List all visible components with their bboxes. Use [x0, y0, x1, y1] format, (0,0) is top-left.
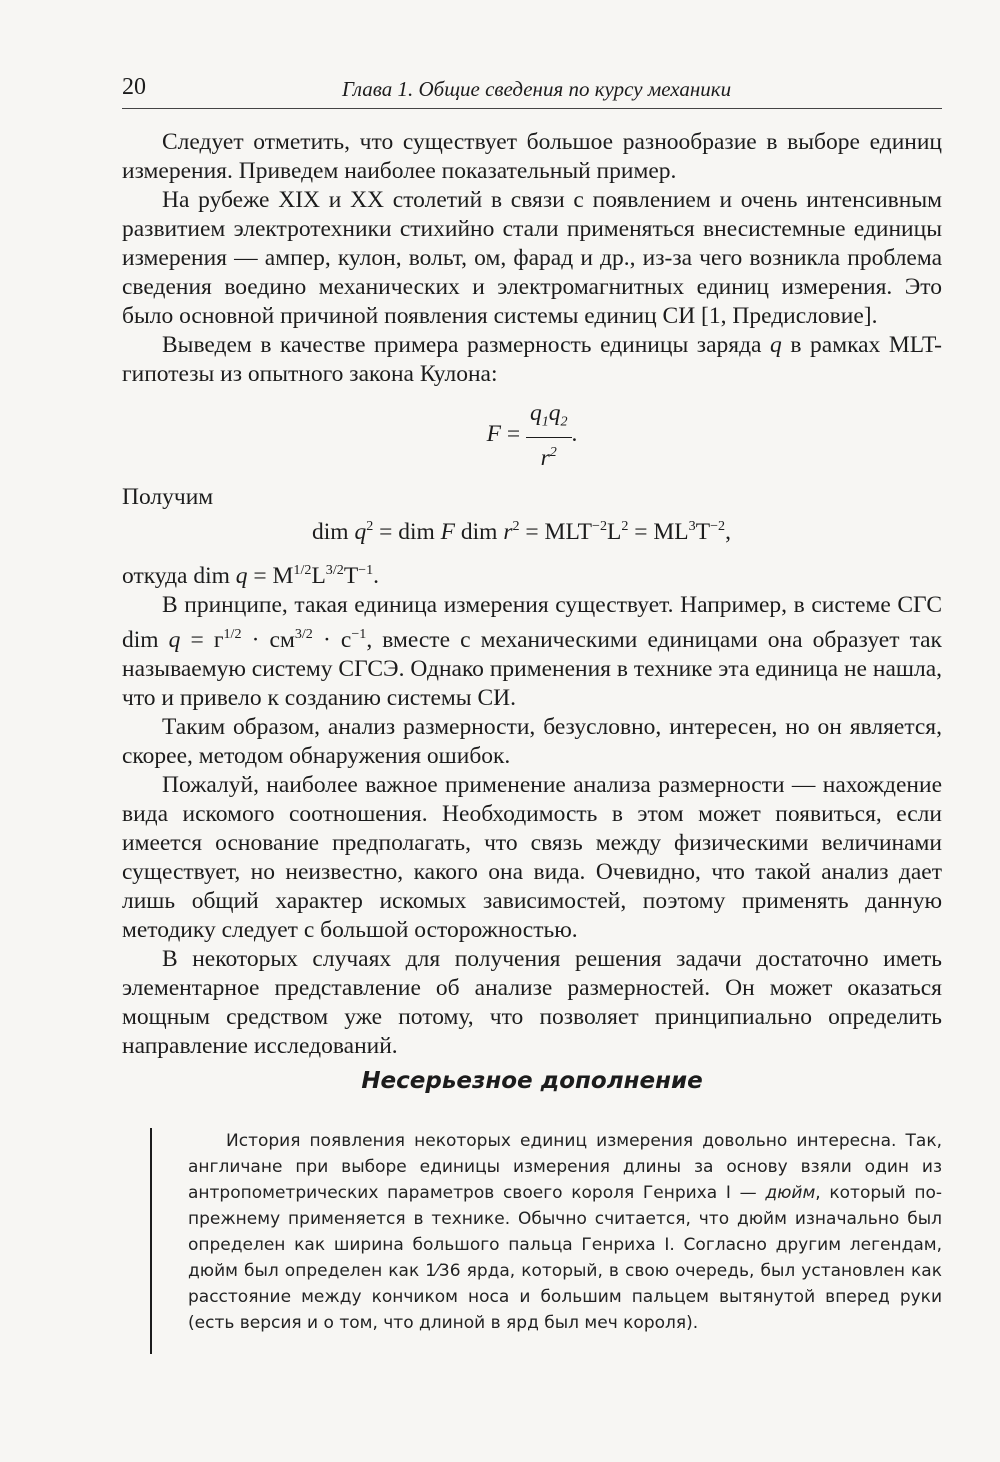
paragraph-6: В принципе, такая единица измерения существует. Например, в системе СГС dim $q = г^{1/2} \cdot см^{3/2} \cdot с^{-1}$, вместе с механическими единицами она образует так называемую систему СГСЭ. Однако применения в технике эта единица не нашла, что и привело к созданию системы СИ.	[122, 592, 942, 711]
paragraph-1: Следует отметить, что существует большое разнообразие в выборе единиц измерения. Приведем наиболее показательный пример.	[122, 129, 942, 184]
running-title: Глава 1. Общие сведения по курсу механики	[342, 77, 732, 101]
paragraph-3: Выведем в качестве примера размерность единицы заряда q в рамках MLT-гипотезы из опытного закона Кулона:	[122, 332, 942, 387]
page-number: 20	[122, 74, 146, 100]
main-text	[122, 128, 942, 1061]
aside-box	[150, 1128, 942, 1354]
paragraph-7: Таким образом, анализ размерности, безусловно, интересен, но он является, скорее, методом обнаружения ошибок.	[122, 714, 942, 769]
paragraph-5: откуда dim $q = M^{1/2}L^{3/2}T^{-1}$.	[122, 562, 380, 590]
paragraph-2: На рубеже XIX и XX столетий в связи с появлением и очень интенсивным развитием электротехники стихийно стали применяться внесистемные единицы измерения — ампер, кулон, вольт, ом, фарад и др., из-за чего возникла проблема сведения воедино механических и электромагнитных единиц измерения. Это было основной причиной появления системы единиц СИ [1, Предисловие].	[122, 187, 942, 329]
section-title: Несерьезное дополнение	[361, 1068, 703, 1094]
paragraph-8: Пожалуй, наиболее важное применение анализа размерности — нахождение вида искомого соотношения. Необходимость в этом может появиться, если имеется основание предполагать, что связь между физическими величинами существует, но неизвестно, какого она вида. Очевидно, что такой анализ дает лишь общий характер искомых зависимостей, поэтому применять данную методику следует с большой осторожностью.	[122, 772, 942, 943]
page-header	[122, 74, 942, 109]
coulomb-formula: F = $\frac{q_1q_2}{r^2}$ .	[486, 400, 578, 471]
aside-text: История появления некоторых единиц измерения довольно интересна. Так, англичане при выборе единицы измерения длины за основу взяли один из антропометрических параметров своего короля Генриха I — дюйм, который по-прежнему применяется в технике. Обычно считается, что дюйм изначально был определен как ширина большого пальца Генриха I. Согласно другим легендам, дюйм был определен как 1⁄36 ярда, который, в свою очередь, был установлен как расстояние между кончиком носа и большим пальцем вытянутой вперед руки (есть версия и о том, что длиной в ярд был меч короля).	[188, 1131, 942, 1333]
aside-term: дюйм	[765, 1183, 816, 1203]
paragraph-9: В некоторых случаях для получения решения задачи достаточно иметь элементарное представление об анализе размерностей. Он может оказаться мощным средством уже потому, что позволяет принципиально определить направление исследований.	[122, 946, 942, 1059]
dimension-formula: dim $q^2$ = dim F dim $r^2 = MLT^{-2}L^2 = ML^3T^{-2}$,	[312, 517, 731, 545]
paragraph-4: Получим	[122, 483, 214, 510]
